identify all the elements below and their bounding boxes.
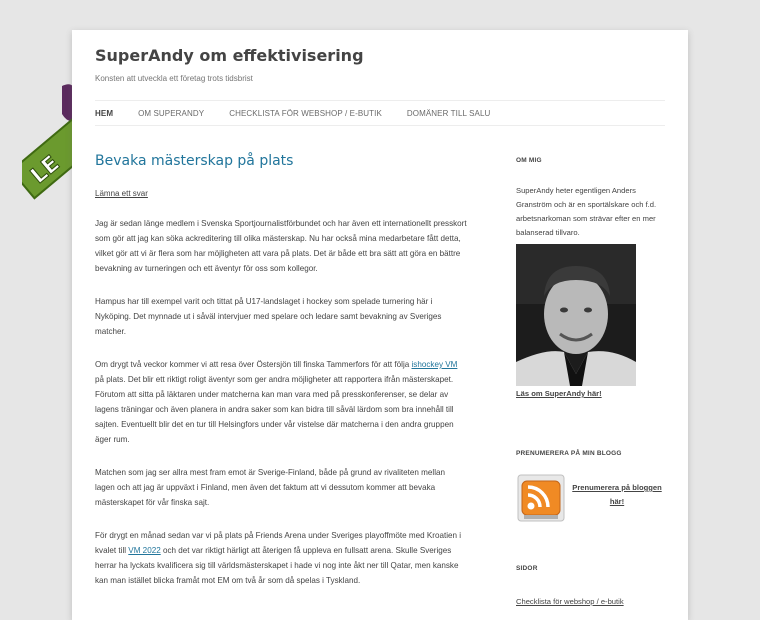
post-paragraph-3-text-b: på plats. Det blir ett riktigt roligt äventyr som ger andra möjligheter att rapportera ifrån mästerskapet. Förutom att sitta på läktaren under matcherna kan man vara med på presskonferenser, se delar av lagens träningar och även planera in andra saker som kan bidra till såväl lärdom som bra innehåll till sajten. Eventuellt blir det en tur till Helsingfors under vår vistelse där matcherna i den andra gruppen äger rum. <box>95 375 454 444</box>
post-body <box>95 216 467 588</box>
pages-link-checklista[interactable]: Checklista för webshop / e-butik <box>516 597 624 606</box>
about-link[interactable]: Läs om SuperAndy här! <box>516 389 602 398</box>
site-description: Konsten att utveckla ett företag trots tidsbrist <box>95 74 253 83</box>
subscribe-link[interactable]: Prenumerera på bloggen här! <box>572 483 662 506</box>
subscribe-row <box>516 473 666 523</box>
leave-reply-link[interactable]: Lämna ett svar <box>95 189 148 198</box>
nav-item-hem[interactable]: HEM <box>95 108 114 118</box>
vm-2022-link[interactable]: VM 2022 <box>128 546 161 555</box>
sidebar <box>516 157 666 606</box>
post-title[interactable]: Bevaka mästerskap på plats <box>95 153 294 169</box>
main-navigation <box>95 100 665 126</box>
about-text: SuperAndy heter egentligen Anders Granström och är en sportälskare och f.d. arbetsnarkoman som strävar efter en mer balanserad tillvaro. <box>516 186 657 237</box>
main-content <box>95 153 467 588</box>
nav-item-checklista[interactable]: CHECKLISTA FÖR WEBSHOP / E-BUTIK <box>229 108 382 118</box>
ishockey-vm-link[interactable]: ishockey VM <box>411 360 458 369</box>
about-widget-title: OM MIG <box>516 157 542 164</box>
post-paragraph-5 <box>95 528 467 588</box>
post-paragraph-1: Jag är sedan länge medlem i Svenska Sportjournalistförbundet och har även ett internationellt presskort som gör att jag kan söka ackreditering till olika mästerskap. Nu har också mina medarbetare fått detta, vilket gör att vi är flera som har möjligheten att vara på plats. Det är både ett bra sätt att göra en bättre bevakning av turneringen och ett äventyr för oss som kollegor. <box>95 219 467 273</box>
page-container <box>72 30 688 620</box>
nav-item-om-superandy[interactable]: OM SUPERANDY <box>138 108 205 118</box>
post-paragraph-3-text-a: Om drygt två veckor kommer vi att resa över Östersjön till finska Tammerfors för att följa <box>95 360 412 369</box>
svg-text:LE: LE <box>26 151 65 189</box>
rss-icon[interactable] <box>516 473 566 523</box>
post-paragraph-5-text-a: För drygt en månad sedan var vi på plats på Friends Arena under Sveriges playoffmöte med Kroatien i kvalet till <box>95 531 462 555</box>
post-paragraph-3 <box>95 357 467 447</box>
site-title[interactable]: SuperAndy om effektivisering <box>95 46 364 65</box>
post-paragraph-2: Hampus har till exempel varit och tittat på U17-landslaget i hockey som spelade turnering här i Nyköping. Det mynnade ut i såväl intervjuer med spelare och ledare samt bevakning av Sveriges matcher. <box>95 297 442 336</box>
post-paragraph-5-text-b: och det var riktigt härligt att återigen få uppleva en fullsatt arena. Skulle Sveriges herrar ha lyckats kvalificera sig till världsmästerskapet i hade vi nog inte åkt ner till Qatar, men kanske kan man istället blicka framåt mot EM om två år som då spelas i Tyskland. <box>95 546 459 585</box>
nav-item-domaner[interactable]: DOMÄNER TILL SALU <box>406 108 491 118</box>
subscribe-widget-title: PRENUMERERA PÅ MIN BLOGG <box>516 450 622 457</box>
author-photo[interactable] <box>516 244 636 386</box>
pages-widget-title: SIDOR <box>516 565 538 572</box>
post-paragraph-4: Matchen som jag ser allra mest fram emot är Sverige-Finland, både på grund av rivaliteten mellan lagen och att jag är uppväxt i Finland, men även det faktum att vi dessutom kommer att bevaka mästerskapet för vår finska sajt. <box>95 468 445 507</box>
